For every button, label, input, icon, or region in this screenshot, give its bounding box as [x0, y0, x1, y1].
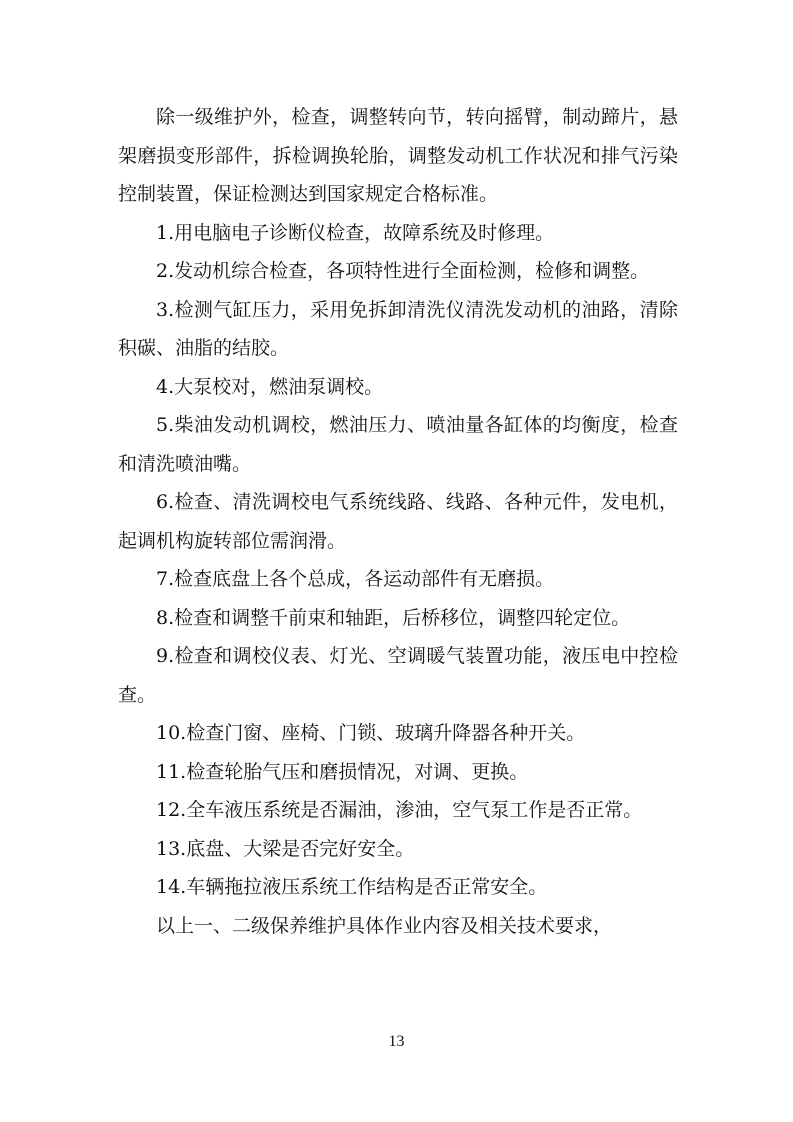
list-item-11: 11.检查轮胎气压和磨损情况，对调、更换。: [156, 760, 529, 783]
list-item-1: 1.用电脑电子诊断仪检查，故障系统及时修理。: [156, 221, 555, 244]
list-item-3: 3.检测气缸压力，采用免拆卸清洗仪清洗发动机的油路，清除积碳、油脂的结胶。: [118, 298, 678, 359]
list-item-14: 14.车辆拖拉液压系统工作结构是否正常安全。: [156, 876, 548, 898]
list-item-5: 5.柴油发动机调校，燃油压力、喷油量各缸体的均衡度，检查和清洗喷油嘴。: [118, 414, 678, 475]
list-item-8: 8.检查和调整千前束和轴距，后桥移位，调整四轮定位。: [156, 606, 631, 629]
paragraph-intro: 除一级维护外，检查，调整转向节，转向摇臂，制动蹄片，悬架磨损变形部件，拆检调换轮胎，调整发动机工作状况和排气污染控制装置，保证检测达到国家规定合格标准。: [118, 106, 678, 205]
paragraph-closing: 以上一、二级保养维护具体作业内容及相关技术要求，: [156, 914, 613, 937]
list-item-13: 13.底盘、大梁是否完好安全。: [156, 837, 415, 860]
list-item-10: 10.检查门窗、座椅、门锁、玻璃升降器各种开关。: [156, 722, 586, 744]
list-item-6: 6.检查、清洗调校电气系统线路、线路、各种元件，发电机，起调机构旋转部位需润滑。: [118, 491, 678, 552]
list-item-9: 9.检查和调校仪表、灯光、空调暖气装置功能，液压电中控检查。: [118, 645, 678, 706]
list-item-7: 7.检查底盘上各个总成，各运动部件有无磨损。: [156, 568, 555, 590]
list-item-12: 12.全车液压系统是否漏油，渗油，空气泵工作是否正常。: [156, 799, 643, 821]
list-item-2: 2.发动机综合检查，各项特性进行全面检测，检修和调整。: [156, 260, 650, 282]
list-item-4: 4.大泵校对，燃油泵调校。: [156, 375, 384, 398]
page-number: 13: [388, 1033, 405, 1050]
page-body: [118, 98, 678, 945]
